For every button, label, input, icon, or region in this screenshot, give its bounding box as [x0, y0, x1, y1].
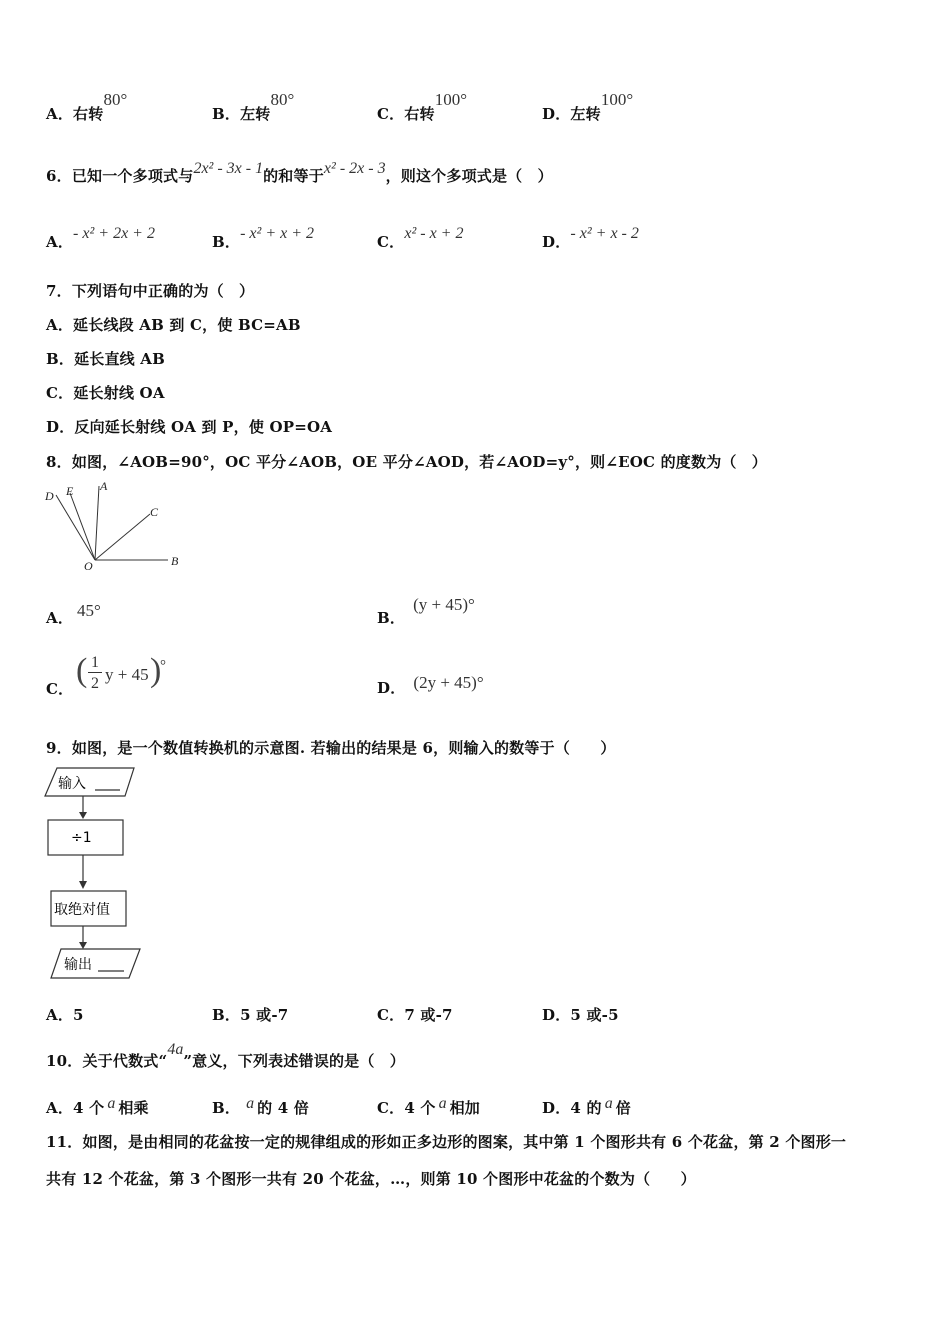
- q8-option-d[interactable]: D． (2y + 45)°: [377, 673, 484, 697]
- q9-option-d[interactable]: D．5 或-5: [542, 1006, 619, 1024]
- label-d: D: [45, 489, 54, 503]
- q5-option-d[interactable]: D．左转100°: [542, 90, 634, 123]
- arrowhead-3: [79, 942, 87, 949]
- flow-abs-label: 取绝对值: [54, 902, 110, 918]
- q6-stem: 6．已知一个多项式与2x² - 3x - 1的和等于x² - 2x - 3，则这个多项式是（ ）: [46, 160, 553, 185]
- ray-od: [56, 495, 95, 560]
- label-b: B: [171, 554, 179, 568]
- q7-option-a[interactable]: A．延长线段 AB 到 C，使 BC=AB: [46, 316, 301, 334]
- fraction-denominator: 2: [91, 675, 99, 692]
- fraction-numerator: 1: [88, 654, 102, 673]
- q6-option-a[interactable]: A．- x² + 2x + 2: [46, 225, 155, 251]
- q6-option-c[interactable]: C．x² - x + 2: [377, 225, 464, 251]
- q7-option-b[interactable]: B．延长直线 AB: [46, 350, 166, 368]
- q7-option-d[interactable]: D．反向延长射线 OA 到 P，使 OP=OA: [46, 418, 333, 436]
- q6-option-d[interactable]: D．- x² + x - 2: [542, 225, 639, 251]
- q7-option-c[interactable]: C．延长射线 OA: [46, 384, 165, 402]
- q10-option-d[interactable]: D．4 的 a 倍: [542, 1095, 631, 1117]
- q5-option-c[interactable]: C．右转100°: [377, 90, 468, 123]
- ray-oe: [70, 493, 95, 560]
- ray-oc: [95, 514, 150, 560]
- arrowhead-2: [79, 881, 87, 889]
- q10-option-b[interactable]: B． a 的 4 倍: [212, 1095, 309, 1117]
- q8-option-a[interactable]: A． 45°: [46, 601, 101, 627]
- flow-output-label: 输出: [64, 957, 92, 973]
- arrowhead-1: [79, 812, 87, 819]
- q7-stem: 7．下列语句中正确的为（ ）: [46, 282, 255, 300]
- q6-option-b[interactable]: B．- x² + x + 2: [212, 225, 315, 251]
- label-a: A: [100, 479, 108, 493]
- q5-option-a[interactable]: A．右转80°: [46, 90, 128, 123]
- q8-stem: 8．如图，∠AOB=90°，OC 平分∠AOB，OE 平分∠AOD，若∠AOD=y°，则∠EOC 的度数为（ ）: [46, 453, 768, 471]
- q10-option-c[interactable]: C．4 个 a 相加: [377, 1095, 481, 1117]
- q9-option-a[interactable]: A．5: [46, 1006, 84, 1024]
- flow-input-label: 输入: [58, 776, 86, 792]
- label-o: O: [84, 559, 93, 573]
- q8-option-b[interactable]: B．(y + 45)°: [377, 595, 475, 627]
- q9-option-b[interactable]: B．5 或-7: [212, 1006, 289, 1024]
- flowchart: [40, 760, 150, 986]
- label-c: C: [150, 505, 159, 519]
- angle-figure: [40, 478, 190, 573]
- q10-stem: 10．关于代数式“4a”意义，下列表述错误的是（ ）: [46, 1041, 405, 1070]
- q10-option-a[interactable]: A．4 个 a 相乘: [46, 1095, 149, 1117]
- q11-line-1: 11．如图，是由相同的花盆按一定的规律组成的形如正多边形的图案，其中第 1 个图形共有 6 个花盆，第 2 个图形一: [46, 1133, 847, 1151]
- ray-oa: [95, 486, 99, 560]
- q11-line-2: 共有 12 个花盆，第 3 个图形一共有 20 个花盆，…，则第 10 个图形中花盆的个数为（ ）: [46, 1170, 696, 1188]
- q9-option-c[interactable]: C．7 或-7: [377, 1006, 453, 1024]
- label-e: E: [66, 484, 74, 498]
- flow-op-label: ÷1: [71, 830, 92, 846]
- q5-option-b[interactable]: B．左转80°: [212, 90, 295, 123]
- q9-stem: 9．如图，是一个数值转换机的示意图. 若输出的结果是 6，则输入的数等于（ ）: [46, 739, 616, 757]
